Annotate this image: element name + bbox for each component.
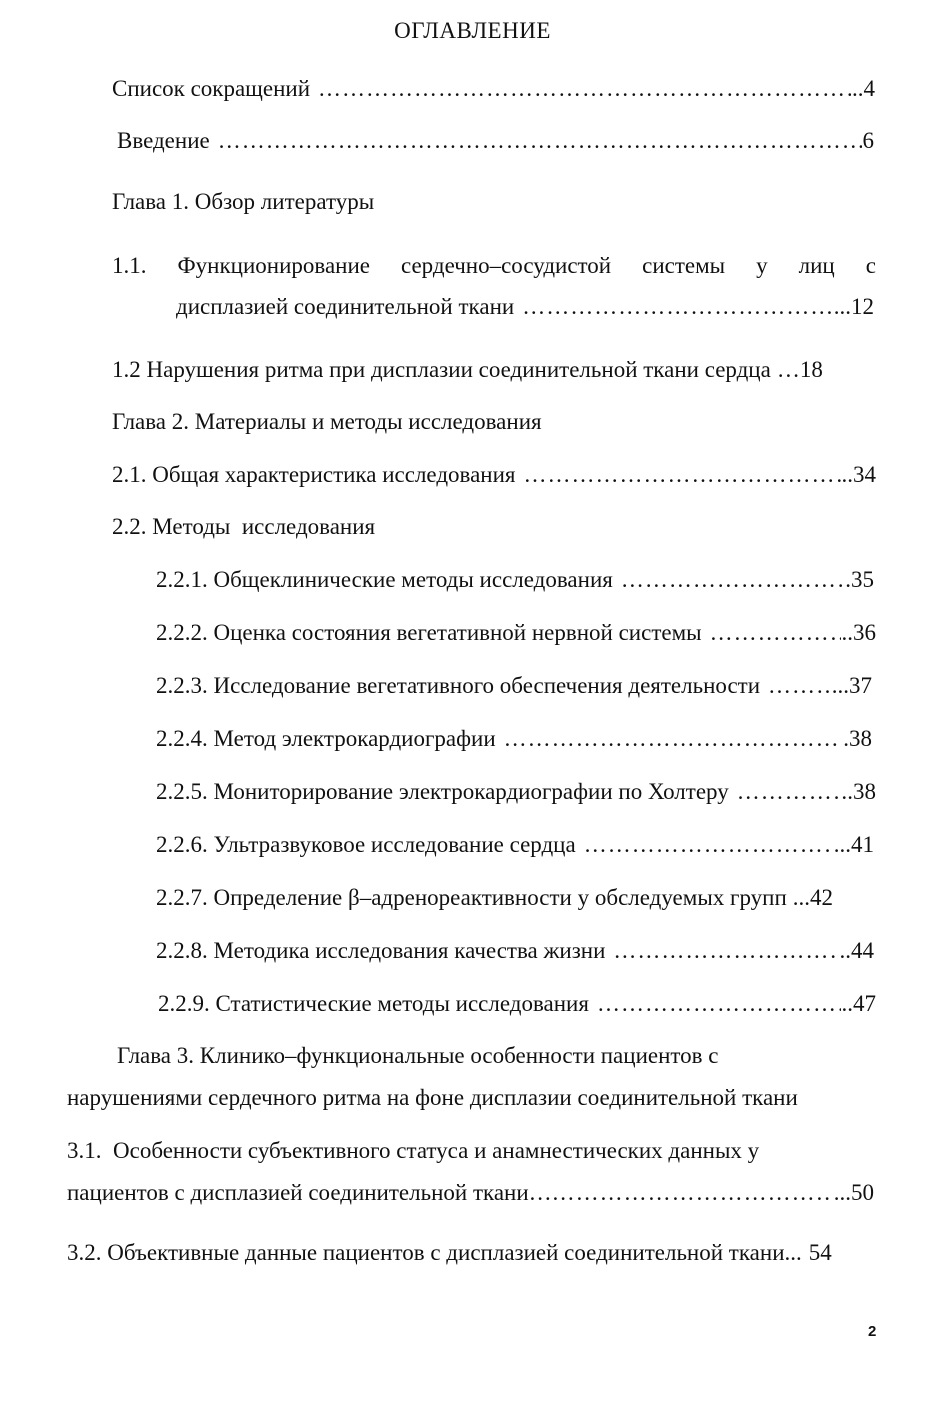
toc-entry-page: ...50 — [833, 1180, 874, 1205]
toc-word: лиц — [798, 253, 835, 278]
toc-entry-page: ...12 — [833, 294, 874, 319]
toc-entry-page: ..4 — [852, 76, 875, 101]
dot-leader — [524, 460, 841, 490]
page-number: 2 — [868, 1323, 877, 1340]
section-2-2-heading: 2.2. Методы исследования — [112, 514, 376, 539]
toc-entry-page: 54 — [808, 1240, 832, 1265]
toc-entry-2-1 — [112, 460, 876, 490]
toc-word: Функционирование — [177, 253, 370, 278]
toc-entry-label: 2.2.4. Метод электрокардиографии — [156, 726, 496, 751]
chapter-2-heading: Глава 2. Материалы и методы исследования — [112, 409, 542, 434]
toc-entry-2-2-6 — [156, 830, 874, 860]
toc-entry-page: ...41 — [833, 832, 874, 857]
toc-entry-label: 2.2.6. Ультразвуковое исследование сердца — [156, 832, 576, 857]
chapter-3-heading-line2: нарушениями сердечного ритма на фоне дисплазии соединительной ткани — [67, 1085, 798, 1110]
toc-entry-label: 2.2.9. Статистические методы исследования — [158, 991, 589, 1016]
toc-entry-label: Список сокращений — [112, 76, 311, 101]
toc-entry-page: ..34 — [841, 462, 876, 487]
toc-entry-label: 3.2. Объективные данные пациентов с дисплазией соединительной ткани... — [67, 1240, 802, 1265]
dot-leader — [768, 671, 831, 701]
dot-leader — [584, 830, 833, 860]
toc-entry-3-2 — [67, 1238, 876, 1268]
toc-entry-label: 2.2.5. Мониторирование электрокардиографии по Холтеру — [156, 779, 729, 804]
toc-entry-2-2-4 — [156, 724, 872, 754]
dot-leader — [504, 724, 843, 754]
toc-entry-abbreviations — [112, 74, 875, 104]
toc-entry-page: …18 — [776, 357, 823, 382]
toc-entry-3-1-line1: 3.1. Особенности субъективного статуса и анамнестических данных у — [67, 1138, 760, 1163]
toc-entry-label: 2.2.3. Исследование вегетативного обеспечения деятельности — [156, 673, 761, 698]
dot-leader — [737, 777, 847, 807]
toc-entry-page: ...37 — [831, 673, 872, 698]
toc-entry-page: ..44 — [839, 938, 874, 963]
toc-word: системы — [642, 253, 726, 278]
toc-entry-label: 2.2.2. Оценка состояния вегетативной нервной системы — [156, 620, 702, 645]
toc-entry-label: 2.2.8. Методика исследования качества жизни — [156, 938, 606, 963]
dot-leader — [218, 126, 862, 156]
dot-leader — [710, 618, 841, 648]
toc-word: у — [756, 253, 768, 278]
toc-entry-2-2-8 — [156, 936, 874, 966]
toc-entry-label: дисплазией соединительной ткани — [176, 294, 515, 319]
toc-entry-page: ...42 — [792, 885, 834, 910]
toc-entry-2-2-9 — [158, 989, 876, 1019]
dot-leader — [621, 565, 844, 595]
toc-entry-1-2 — [112, 355, 874, 385]
toc-entry-2-2-3 — [156, 671, 872, 701]
toc-title: ОГЛАВЛЕНИЕ — [394, 18, 551, 43]
toc-entry-page: .38 — [843, 726, 872, 751]
dot-leader — [552, 1178, 833, 1208]
toc-entry-page: ..47 — [841, 991, 876, 1016]
toc-entry-label: 2.2.7. Определение β–адренореактивности у обследуемых групп — [156, 885, 787, 910]
toc-entry-label: пациентов с дисплазией соединительной ткани… — [67, 1180, 552, 1205]
toc-entry-2-2-2 — [156, 618, 876, 648]
toc-entry-page: .35 — [845, 567, 874, 592]
chapter-1-heading: Глава 1. Обзор литературы — [112, 189, 375, 214]
toc-entry-label: 1.2 Нарушения ритма при дисплазии соединительной ткани сердца — [112, 357, 771, 382]
chapter-3-heading-line1: Глава 3. Клинико–функциональные особенности пациентов с — [117, 1043, 719, 1068]
dot-leader — [597, 989, 841, 1019]
toc-entry-2-2-7 — [156, 883, 874, 913]
toc-word: сердечно–сосудистой — [400, 253, 612, 278]
toc-entry-1-1-line1 — [112, 251, 876, 281]
toc-entry-2-2-5 — [156, 777, 876, 807]
toc-entry-label: 2.1. Общая характеристика исследования — [112, 462, 516, 487]
dot-leader — [318, 74, 851, 104]
dot-leader — [522, 292, 833, 322]
toc-word: с — [865, 253, 876, 278]
toc-entry-page: .38 — [847, 779, 876, 804]
toc-entry-introduction — [117, 126, 874, 156]
toc-entry-label: Введение — [117, 128, 210, 153]
toc-entry-page: 6 — [862, 128, 874, 153]
toc-word: 1.1. — [112, 253, 147, 278]
toc-entry-label: 2.2.1. Общеклинические методы исследования — [156, 567, 613, 592]
toc-entry-page: ..36 — [841, 620, 876, 645]
toc-entry-3-1-line2 — [67, 1178, 874, 1208]
toc-entry-2-2-1 — [156, 565, 874, 595]
toc-entry-1-1-line2 — [176, 292, 874, 322]
dot-leader — [613, 936, 838, 966]
